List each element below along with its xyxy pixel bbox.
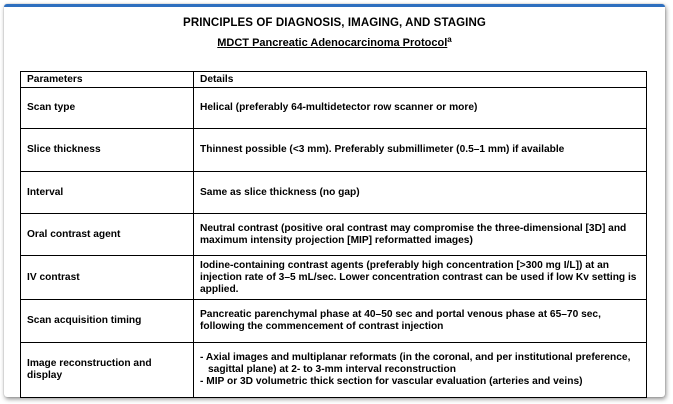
protocol-table <box>20 71 647 398</box>
parameter-cell: Scan acquisition timing <box>21 300 194 343</box>
details-list-item: - MIP or 3D volumetric thick section for vascular evaluation (arteries and veins) <box>200 376 583 387</box>
details-cell: Same as slice thickness (no gap) <box>194 172 647 214</box>
details-cell: Helical (preferably 64-multidetector row scanner or more) <box>194 88 647 129</box>
details-cell: Pancreatic parenchymal phase at 40–50 sec and portal venous phase at 65–70 sec, following the commencement of contrast injection <box>194 300 647 343</box>
top-accent-rule <box>4 4 665 7</box>
parameter-cell: Interval <box>21 172 194 214</box>
details-cell: Iodine-containing contrast agents (preferably high concentration [>300 mg I/L]) at an injection rate of 3–5 mL/sec. Lower concentration contrast can be used if low Kv setting is applied. <box>194 256 647 300</box>
details-cell <box>194 343 647 398</box>
document-panel <box>4 4 665 397</box>
parameter-cell: Image reconstruction and display <box>21 343 194 398</box>
subtitle-text: MDCT Pancreatic Adenocarcinoma Protocol <box>217 37 448 49</box>
page-subtitle <box>4 37 665 49</box>
table-row <box>21 300 647 343</box>
table-row <box>21 172 647 214</box>
page-title: PRINCIPLES OF DIAGNOSIS, IMAGING, AND STAGING <box>183 17 486 29</box>
details-list-item: - Axial images and multiplanar reformats (in the coronal, and per institutional preference, sagittal plane) at 2- to 3-mm interval reconstruction <box>200 352 631 375</box>
header-parameters: Parameters <box>21 72 194 88</box>
parameter-cell: IV contrast <box>21 256 194 300</box>
details-cell: Neutral contrast (positive oral contrast may compromise the three-dimensional [3D] and maximum intensity projection [MIP] reformatted images) <box>194 214 647 256</box>
table-row <box>21 129 647 172</box>
table-row <box>21 343 647 398</box>
table-row <box>21 88 647 129</box>
table-header-row <box>21 72 647 88</box>
table-row <box>21 214 647 256</box>
footnote-marker: a <box>447 35 452 44</box>
parameter-cell: Slice thickness <box>21 129 194 172</box>
header-details: Details <box>194 72 647 88</box>
details-cell: Thinnest possible (<3 mm). Preferably submillimeter (0.5–1 mm) if available <box>194 129 647 172</box>
parameter-cell: Oral contrast agent <box>21 214 194 256</box>
table-row <box>21 256 647 300</box>
parameter-cell: Scan type <box>21 88 194 129</box>
